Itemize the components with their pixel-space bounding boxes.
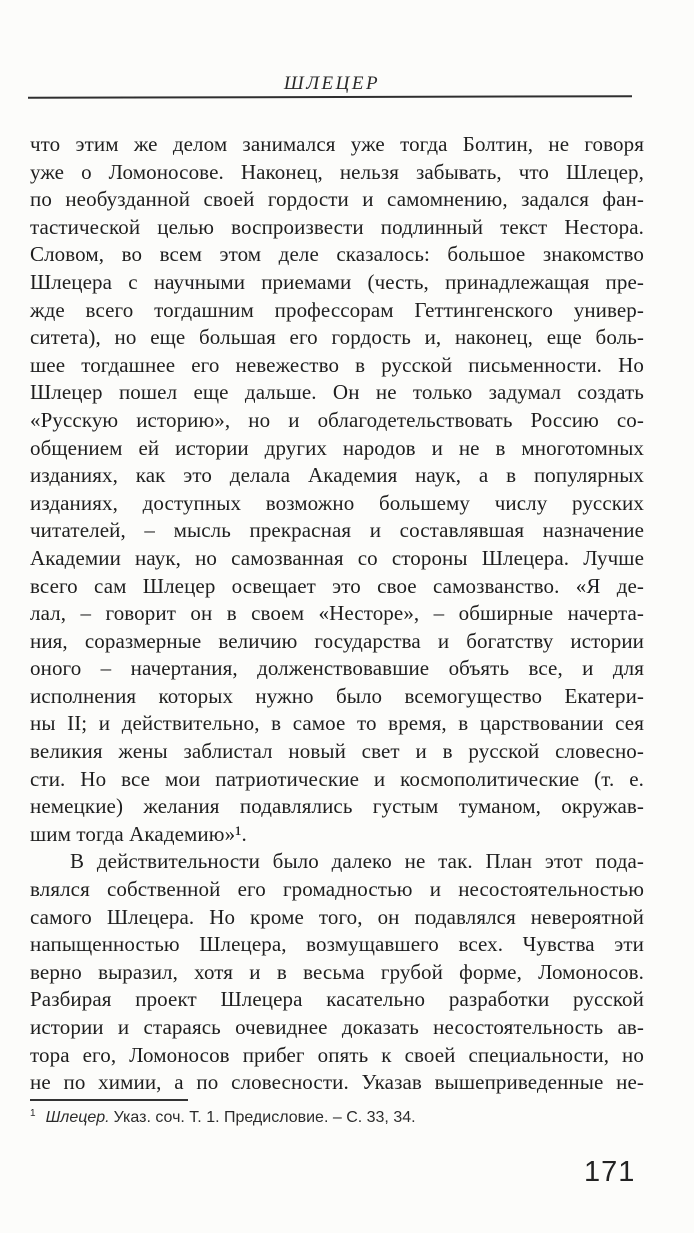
text-line: тора его, Ломоносов прибег опять к своей специальности, но xyxy=(30,1042,644,1067)
footnote-text: Указ. соч. Т. 1. Предисловие. – С. 33, 34. xyxy=(113,1109,416,1126)
page-number: 171 xyxy=(584,1156,636,1188)
text-line: сти. Но все мои патриотические и космополитические (т. е. xyxy=(30,766,644,791)
text-line: Разбирая проект Шлецера касательно разработки русской xyxy=(30,987,644,1012)
text-line: что этим же делом занимался уже тогда Болтин, не говоря xyxy=(30,132,644,156)
text-line: «Русскую историю», но и облагодетельствовать Россию со- xyxy=(30,407,644,432)
text-line: В действительности было далеко не так. План этот пода- xyxy=(70,849,644,874)
header-rule xyxy=(28,95,632,99)
text-line: влялся собственной его громадностью и несостоятельностью xyxy=(30,877,644,902)
text-line: Шлецера с научными приемами (честь, принадлежащая пре- xyxy=(30,269,644,294)
text-line: напыщенностью Шлецера, возмущавшего всех. Чувства эти xyxy=(30,932,644,957)
text-line: уже о Ломоносове. Наконец, нельзя забывать, что Шлецер, xyxy=(30,159,644,184)
text-line: по необузданной своей гордости и самомнению, задался фан- xyxy=(30,187,644,212)
footnote xyxy=(30,1108,644,1127)
text-line: исполнения которых нужно было всемогущество Екатери- xyxy=(30,683,644,708)
text-line: ситета), но еще большая его гордость и, наконец, еще боль- xyxy=(30,325,644,350)
text-line: немецкие) желания подавлялись густым туманом, окружав- xyxy=(30,794,644,819)
footnote-marker: 1 xyxy=(30,1108,36,1119)
body-text xyxy=(30,131,644,1097)
text-line: оного – начертания, долженствовавшие объять все, и для xyxy=(30,656,644,681)
text-line: не по химии, а по словесности. Указав вышеприведенные не- xyxy=(30,1070,644,1095)
text-line: жде всего тогдашним профессорам Геттингенского универ- xyxy=(30,297,644,322)
text-line: самого Шлецера. Но кроме того, он подавлялся невероятной xyxy=(30,904,644,929)
text-line: лал, – говорит он в своем «Несторе», – обширные начерта- xyxy=(30,601,644,626)
running-header-title: ШЛЕЦЕР xyxy=(283,73,381,94)
text-line: великия жены заблистал новый свет и в русской словесно- xyxy=(30,739,644,764)
text-line: Шлецер пошел еще дальше. Он не только задумал создать xyxy=(30,380,644,405)
text-line: изданиях, как это делала Академия наук, а в популярных xyxy=(30,463,644,488)
text-line: шее тогдашнее его невежество в русской письменности. Но xyxy=(30,352,644,377)
text-line: ния, соразмерные величию государства и богатству истории xyxy=(30,628,644,653)
text-line: верно выразил, хотя и в весьма грубой форме, Ломоносов. xyxy=(30,959,644,984)
text-line: всего сам Шлецер освещает это свое самозванство. «Я де- xyxy=(30,573,644,598)
text-line: ны II; и действительно, в самое то время, в царствовании сея xyxy=(30,711,644,736)
text-line: шим тогда Академию»¹. xyxy=(30,821,247,846)
footnote-source: Шлецер. xyxy=(45,1109,110,1126)
text-line: Академии наук, но самозванная со стороны Шлецера. Лучше xyxy=(30,545,644,570)
text-line: тастической целью воспроизвести подлинный текст Нестора. xyxy=(30,214,644,239)
footnote-rule xyxy=(30,1099,188,1101)
text-line: Словом, во всем этом деле сказалось: большое знакомство xyxy=(30,242,644,267)
text-line: читателей, – мысль прекрасная и составлявшая назначение xyxy=(30,518,644,543)
text-line: истории и стараясь очевиднее доказать несостоятельность ав- xyxy=(30,1015,644,1039)
running-header xyxy=(28,73,636,95)
text-line: изданиях, доступных возможно большему числу русских xyxy=(30,490,644,515)
text-line: общением ей истории других народов и не в многотомных xyxy=(30,435,644,460)
